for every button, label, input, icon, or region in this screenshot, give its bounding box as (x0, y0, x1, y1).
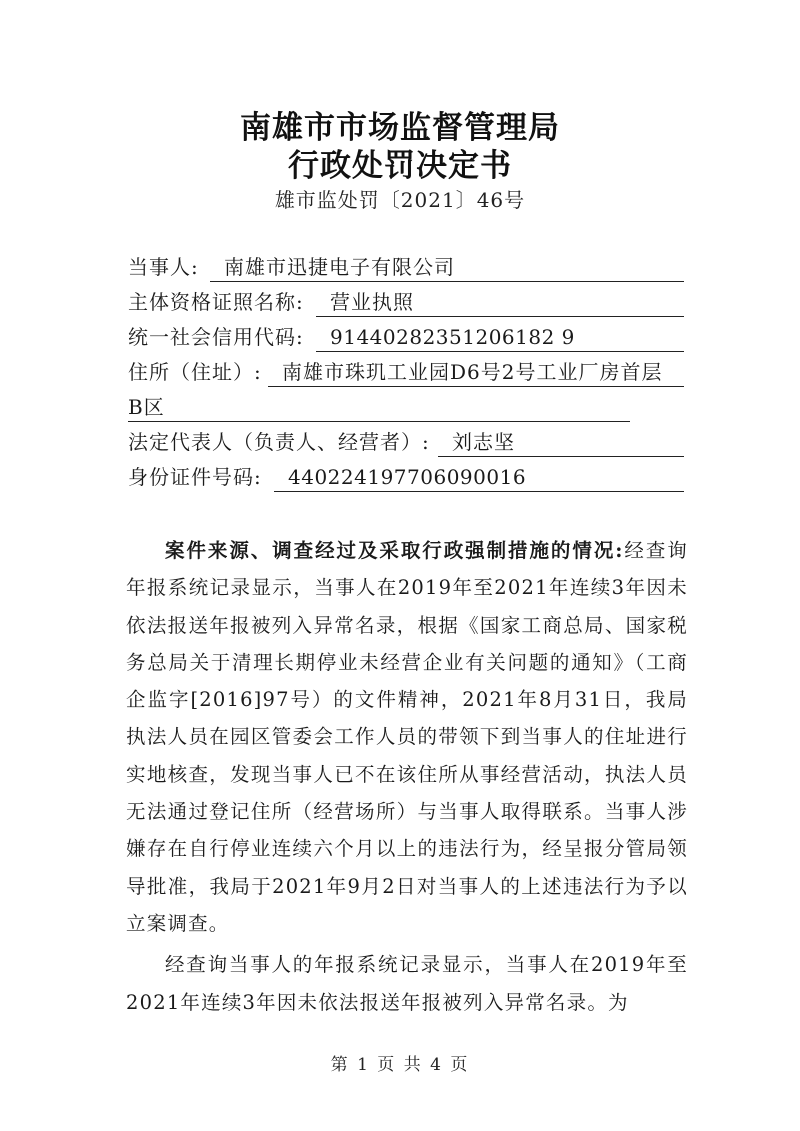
address-row (128, 357, 663, 387)
party-row (128, 252, 455, 282)
party-value: 南雄市迅捷电子有限公司 (210, 252, 684, 282)
document-title-agency: 南雄市市场监督管理局 (240, 110, 560, 146)
paragraph-case-source (126, 532, 688, 942)
credit-code-value: 91440282351206182 9 (316, 322, 684, 352)
case-source-heading: 案件来源、调查经过及采取行政强制措施的情况: (165, 539, 624, 562)
cert-label: 主体资格证照名称: (128, 290, 304, 314)
address-label: 住所（住址）: (128, 360, 262, 384)
party-label: 当事人: (128, 255, 199, 279)
legal-rep-label: 法定代表人（负责人、经营者）: (128, 430, 430, 454)
id-number-label: 身份证件号码: (128, 465, 262, 489)
investigation-text: 经查询当事人的年报系统记录显示，当事人在2019年至2021年连续3年因未依法报送年报被列入异常名录。为 (126, 953, 688, 1014)
credit-code-label: 统一社会信用代码: (128, 325, 304, 349)
case-source-text: 经查询年报系统记录显示，当事人在2019年至2021年连续3年因未依法报送年报被列入异常名录，根据《国家工商总局、国家税务总局关于清理长期停业未经营企业有关问题的通知》（工商企监字[2016]97号）的文件精神，2021年8月31日，我局执法人员在园区管委会工作人员的带领下到当事人的住址进行实地核查，发现当事人已不在该住所从事经营活动，执法人员无法通过登记住所（经营场所）与当事人取得联系。当事人涉嫌存在自行停业连续六个月以上的违法行为，经呈报分管局领导批准，我局于2021年9月2日对当事人的上述违法行为予以立案调查。 (126, 539, 688, 935)
cert-row (128, 287, 414, 317)
page-footer: 第 1 页 共 4 页 (330, 1055, 470, 1075)
legal-rep-value: 刘志坚 (438, 427, 684, 457)
address-value-line1: 南雄市珠玑工业园D6号2号工业厂房首层 (268, 357, 684, 387)
document-title-type: 行政处罚决定书 (288, 148, 512, 184)
cert-value: 营业执照 (316, 287, 684, 317)
address-value-line2: B区 (128, 392, 630, 422)
document-number: 雄市监处罚〔2021〕46号 (274, 188, 526, 212)
id-number-value: 440224197706090016 (274, 462, 684, 492)
legal-rep-row (128, 427, 515, 457)
credit-code-row (128, 322, 575, 352)
paragraph-investigation (126, 946, 688, 1021)
case-body (126, 532, 688, 1021)
id-number-row (128, 462, 527, 492)
